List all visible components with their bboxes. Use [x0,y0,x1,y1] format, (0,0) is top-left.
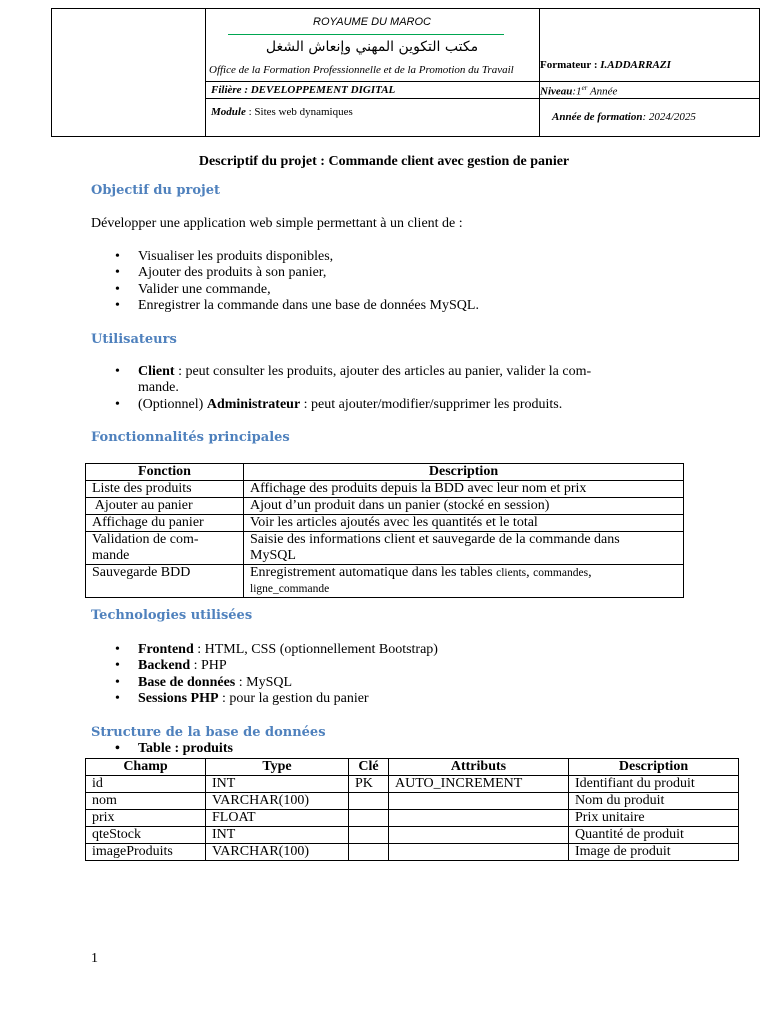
table-row [86,844,739,861]
table-cell: INT [206,827,349,844]
produits-table [85,758,739,861]
table-cell: qteStock [86,827,206,844]
table-cell: Ajouter au panier [86,498,244,515]
table-cell: Voir les articles ajoutés avec les quantités et le total [244,515,684,532]
fonctionnalites-table [85,463,684,598]
list-item: • Enregistrer la commande dans une base de données MySQL. [115,298,479,314]
heading-utilisateurs: Utilisateurs [91,332,177,347]
table-cell: Identifiant du produit [569,776,739,793]
table-cell: VARCHAR(100) [206,844,349,861]
table-cell: PK [349,776,389,793]
table-cell: Image de produit [569,844,739,861]
table-row [86,793,739,810]
module: Module : Sites web dynamiques [211,106,353,118]
table-cell [349,793,389,810]
objectif-list [115,249,479,314]
table-cell: Prix unitaire [569,810,739,827]
objectif-intro: Développer une application web simple permettant à un client de : [91,216,463,231]
structure-list [115,741,233,757]
heading-fonctionnalites: Fonctionnalités principales [91,430,290,445]
list-item: • (Optionnel) Administrateur : peut ajouter/modifier/supprimer les produits. [115,397,655,413]
table-row [86,565,684,598]
table-cell: nom [86,793,206,810]
column-header: Fonction [86,464,244,481]
table-header-row [86,464,684,481]
table-row [86,498,684,515]
niveau: Niveau:1er Année [540,84,618,98]
column-header: Clé [349,759,389,776]
office-name: Office de la Formation Professionnelle et de la Promotion du Travail [209,64,514,76]
kingdom-label: ROYAUME DU MAROC [313,16,431,28]
table-cell: Affichage du panier [86,515,244,532]
table-header-row [86,759,739,776]
table-cell [389,844,569,861]
table-cell [349,844,389,861]
heading-technologies: Technologies utilisées [91,608,253,623]
table-cell [389,827,569,844]
column-header: Champ [86,759,206,776]
table-cell: Enregistrement automatique dans les tables clients, commandes, ligne_commande [244,565,684,598]
table-cell: prix [86,810,206,827]
table-cell: Sauvegarde BDD [86,565,244,598]
table-cell [349,827,389,844]
table-cell: Ajout d’un produit dans un panier (stocké en session) [244,498,684,515]
table-cell: AUTO_INCREMENT [389,776,569,793]
table-cell: Nom du produit [569,793,739,810]
table-row [86,776,739,793]
list-item: • Visualiser les produits disponibles, [115,249,479,265]
table-cell [389,810,569,827]
table-cell: imageProduits [86,844,206,861]
table-cell [389,793,569,810]
list-item: • Backend : PHP [115,658,438,674]
filiere: Filière : DEVELOPPEMENT DIGITAL [211,84,396,96]
technologies-list [115,642,438,707]
column-header: Attributs [389,759,569,776]
page-number: 1 [91,951,98,966]
document-header [51,8,760,137]
column-header: Type [206,759,349,776]
table-row [86,515,684,532]
header-rule [228,34,504,35]
heading-structure: Structure de la base de données [91,725,326,740]
list-item: • Ajouter des produits à son panier, [115,265,479,281]
table-row [86,481,684,498]
table-cell: FLOAT [206,810,349,827]
utilisateurs-list [115,364,655,413]
table-cell: Validation de com- mande [86,532,244,565]
column-header: Description [244,464,684,481]
formateur: Formateur : I.ADDARRAZI [540,59,671,71]
table-cell: Saisie des informations client et sauvegarde de la commande dans MySQL [244,532,684,565]
table-row [86,827,739,844]
table-cell: INT [206,776,349,793]
table-row [86,810,739,827]
table-cell: VARCHAR(100) [206,793,349,810]
table-cell [349,810,389,827]
table-cell: Liste des produits [86,481,244,498]
list-item: • Frontend : HTML, CSS (optionnellement Bootstrap) [115,642,438,658]
document-title: Descriptif du projet : Commande client avec gestion de panier [198,154,570,169]
arabic-office-name: مكتب التكوين المهني وإنعاش الشغل [265,39,479,55]
list-item: • Client : peut consulter les produits, ajouter des articles au panier, valider la com- mande. [115,364,655,397]
column-header: Description [569,759,739,776]
list-item: • Valider une commande, [115,282,479,298]
table-cell: Quantité de produit [569,827,739,844]
table-row [86,532,684,565]
annee-formation: Année de formation: 2024/2025 [552,111,696,123]
list-item: • Base de données : MySQL [115,675,438,691]
table-cell: id [86,776,206,793]
list-item: • Table : produits [115,741,233,757]
list-item: • Sessions PHP : pour la gestion du panier [115,691,438,707]
table-cell: Affichage des produits depuis la BDD avec leur nom et prix [244,481,684,498]
heading-objectif: Objectif du projet [91,183,221,198]
